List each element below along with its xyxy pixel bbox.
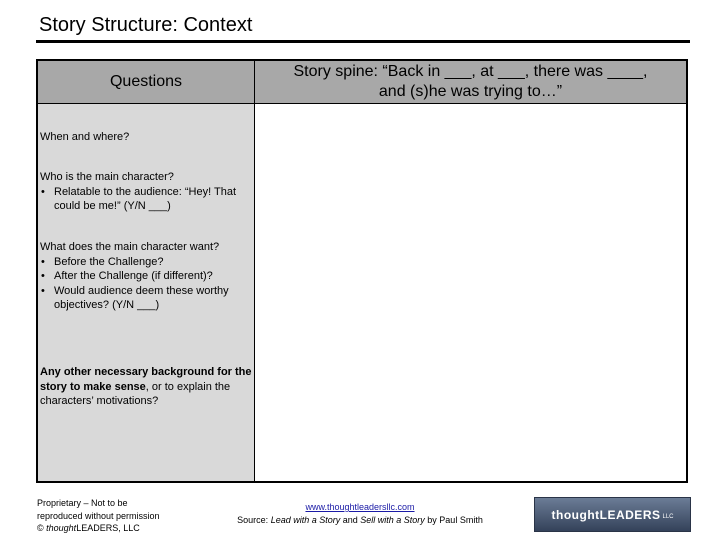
copyright-brand-italic: thought [46, 523, 77, 533]
question-bold-text: Any other necessary background for the story to make sense [40, 366, 252, 393]
source-suffix: by Paul Smith [424, 514, 483, 525]
questions-column [38, 104, 255, 481]
questions-header: Questions [38, 61, 255, 104]
book-title: Sell with a Story [360, 514, 425, 525]
bullet-item: • Would audience deem these worthy objectives? (Y/N ___) [40, 284, 252, 313]
source-and: and [340, 514, 361, 525]
question-heading: Who is the main character? [40, 171, 174, 183]
story-spine-header [255, 61, 686, 104]
context-table [36, 59, 688, 483]
copyright-line [37, 522, 160, 535]
notice-line: reproduced without permission [37, 510, 160, 521]
thoughtleaders-logo [534, 497, 691, 532]
proprietary-notice [37, 497, 160, 535]
question-heading: What does the main character want? [40, 241, 220, 253]
question-heading: When and where? [40, 131, 130, 143]
question-when-where [40, 130, 252, 145]
logo-llc: LLC [662, 513, 674, 520]
website-link[interactable]: www.thoughtleadersllc.com [305, 502, 415, 512]
title-divider [36, 40, 690, 43]
bullet-item: • Relatable to the audience: “Hey! That could be me!” (Y/N ___) [40, 185, 252, 214]
question-background [40, 365, 252, 409]
question-character-want [40, 240, 252, 313]
notice-line: Proprietary – Not to be [37, 498, 128, 508]
bullet-item: • After the Challenge (if different)? [40, 269, 252, 284]
copyright-symbol: © [37, 523, 44, 533]
story-spine-line2: and (s)he was trying to…” [378, 83, 563, 100]
answer-column[interactable] [255, 104, 686, 481]
question-rest-text: , or to explain the characters’ motivations? [40, 380, 231, 407]
book-title: Lead with a Story [270, 514, 341, 525]
source-line [190, 514, 530, 527]
story-spine-line1: Story spine: “Back in ___, at ___, there was ____, [293, 63, 648, 80]
source-prefix: Source: [237, 514, 271, 525]
logo-text: thoughtLEADERS [551, 507, 661, 522]
bullet-item: • Before the Challenge? [40, 255, 252, 270]
slide-title: Story Structure: Context [39, 14, 253, 36]
copyright-brand-rest: LEADERS, LLC [76, 523, 140, 533]
source-block [190, 501, 530, 526]
question-main-character [40, 170, 252, 214]
